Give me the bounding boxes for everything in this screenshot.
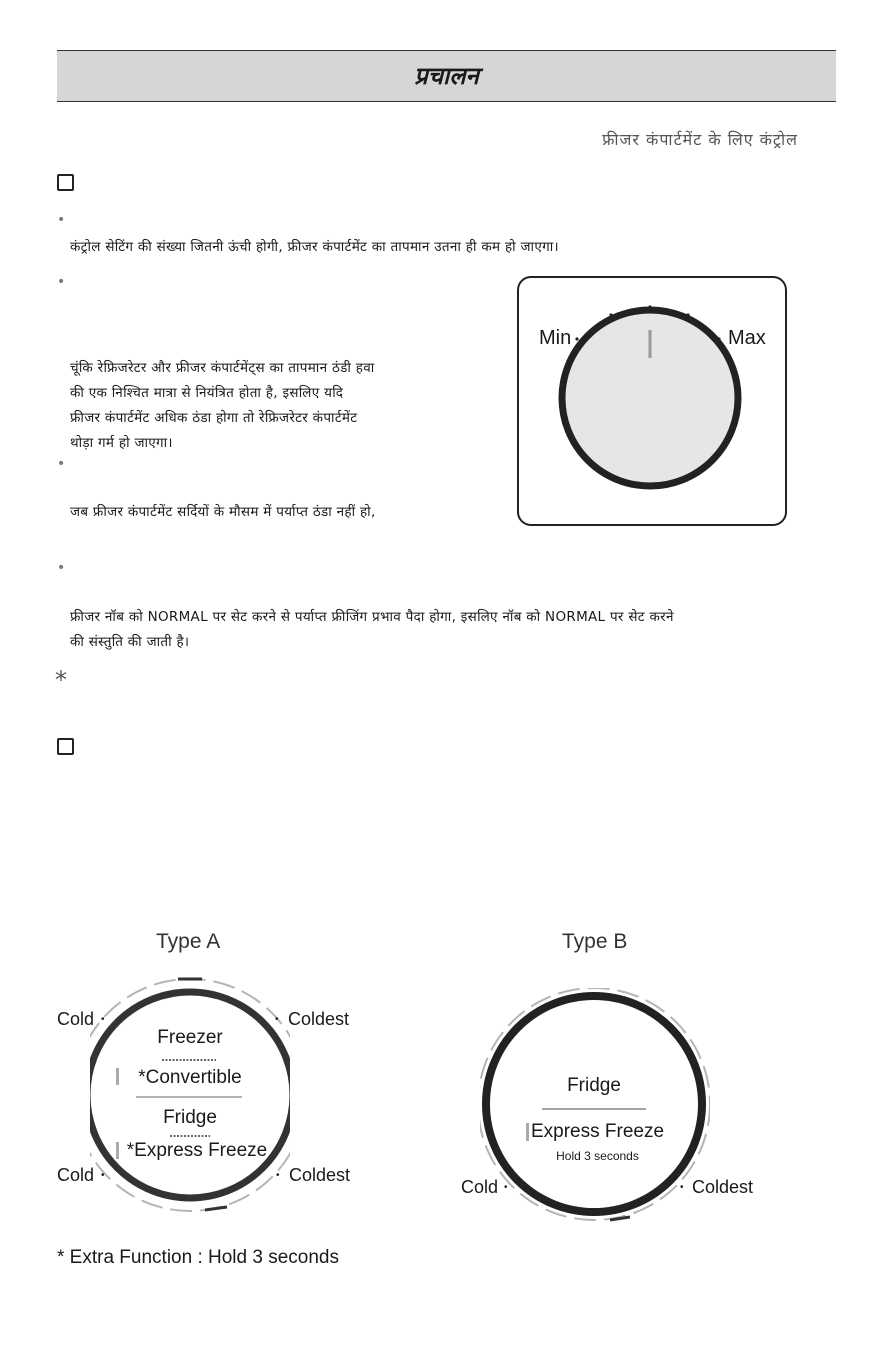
dial-dot: • [504, 1182, 508, 1193]
type-a-convertible-label: *Convertible [138, 1067, 242, 1088]
dial-dot: • [276, 1170, 280, 1181]
type-b-cold-label: Cold [461, 1177, 499, 1197]
paragraph-4 [70, 605, 674, 655]
checkbox-square-icon [57, 174, 74, 191]
type-b-dial-icon [480, 988, 710, 1228]
knob-dial-icon [519, 278, 785, 524]
dial-tick [575, 337, 578, 340]
type-a-dial-icon [90, 975, 290, 1215]
paragraph-3: जब फ्रीजर कंपार्टमेंट सर्दियों के मौसम में पर्याप्त ठंडा नहीं हो, [70, 504, 376, 520]
paragraph-2-line: की एक निश्चित मात्रा से नियंत्रित होता है, इसलिए यदि [70, 385, 344, 401]
paragraph-1: कंट्रोल सेटिंग की संख्या जितनी ऊंची होगी, फ्रीजर कंपार्टमेंट का तापमान उतना ही कम हो जाएगा। [70, 239, 559, 255]
asterisk-icon: * [55, 666, 67, 694]
dial-ring [90, 992, 290, 1198]
section-subtitle: फ्रीजर कंपार्टमेंट के लिए कंट्रोल [602, 130, 798, 149]
paragraph-4-line: फ्रीजर नॉब को NORMAL पर सेट करने से पर्याप्त फ्रीजिंग प्रभाव पैदा होगा, इसलिए नॉब को NORMAL पर सेट करने [70, 609, 674, 625]
checkbox-square-icon [57, 738, 74, 755]
bullet-icon: • [57, 456, 66, 472]
dial-tick [648, 305, 651, 308]
dial-tick [717, 337, 720, 340]
type-b-title: Type B [562, 930, 628, 953]
section-header [57, 50, 836, 102]
type-b-hold-label: Hold 3 seconds [556, 1149, 639, 1163]
paragraph-4-line: की संस्तुति की जाती है। [70, 634, 190, 650]
type-a-title: Type A [156, 930, 221, 953]
dial-tick [609, 313, 612, 316]
paragraph-2 [70, 356, 470, 456]
dial-ring [486, 996, 702, 1212]
freezer-knob-illustration [517, 276, 787, 526]
type-a-cold-top-label: Cold [57, 1009, 95, 1029]
dial-dot: • [101, 1014, 105, 1025]
bullet-icon: • [57, 560, 66, 576]
type-b-coldest-label: Coldest [692, 1177, 754, 1197]
type-a-fridge-label: Fridge [163, 1107, 217, 1128]
dial-tick [686, 313, 689, 316]
dial-dot: • [101, 1170, 105, 1181]
type-a-express-freeze-label: *Express Freeze [126, 1140, 268, 1161]
bullet-icon: • [57, 212, 66, 228]
type-a-freezer-label: Freezer [157, 1027, 223, 1048]
type-b-fridge-label: Fridge [567, 1075, 621, 1096]
footnote: * Extra Function : Hold 3 seconds [57, 1247, 339, 1268]
dial-dot: • [680, 1182, 684, 1193]
dial-dot: • [275, 1014, 279, 1025]
paragraph-2-line: फ्रीजर कंपार्टमेंट अधिक ठंडा होगा तो रेफ्रिजरेटर कंपार्टमेंट [70, 410, 358, 426]
type-a-coldest-bottom-label: Coldest [289, 1165, 351, 1185]
knob-max-label: Max [728, 327, 766, 349]
page-title: प्रचालन [414, 62, 479, 90]
bullet-icon: • [57, 274, 66, 290]
type-a-cold-bottom-label: Cold [57, 1165, 95, 1185]
paragraph-2-line: चूंकि रेफ्रिजरेटर और फ्रीजर कंपार्टमेंट्स का तापमान ठंडी हवा [70, 360, 375, 376]
dial-bottom-marker [205, 1207, 227, 1210]
knob-min-label: Min [539, 327, 572, 349]
type-b-express-freeze-label: Express Freeze [530, 1121, 665, 1142]
paragraph-2-line: थोड़ा गर्म हो जाएगा। [70, 435, 173, 451]
type-a-coldest-top-label: Coldest [288, 1009, 350, 1029]
